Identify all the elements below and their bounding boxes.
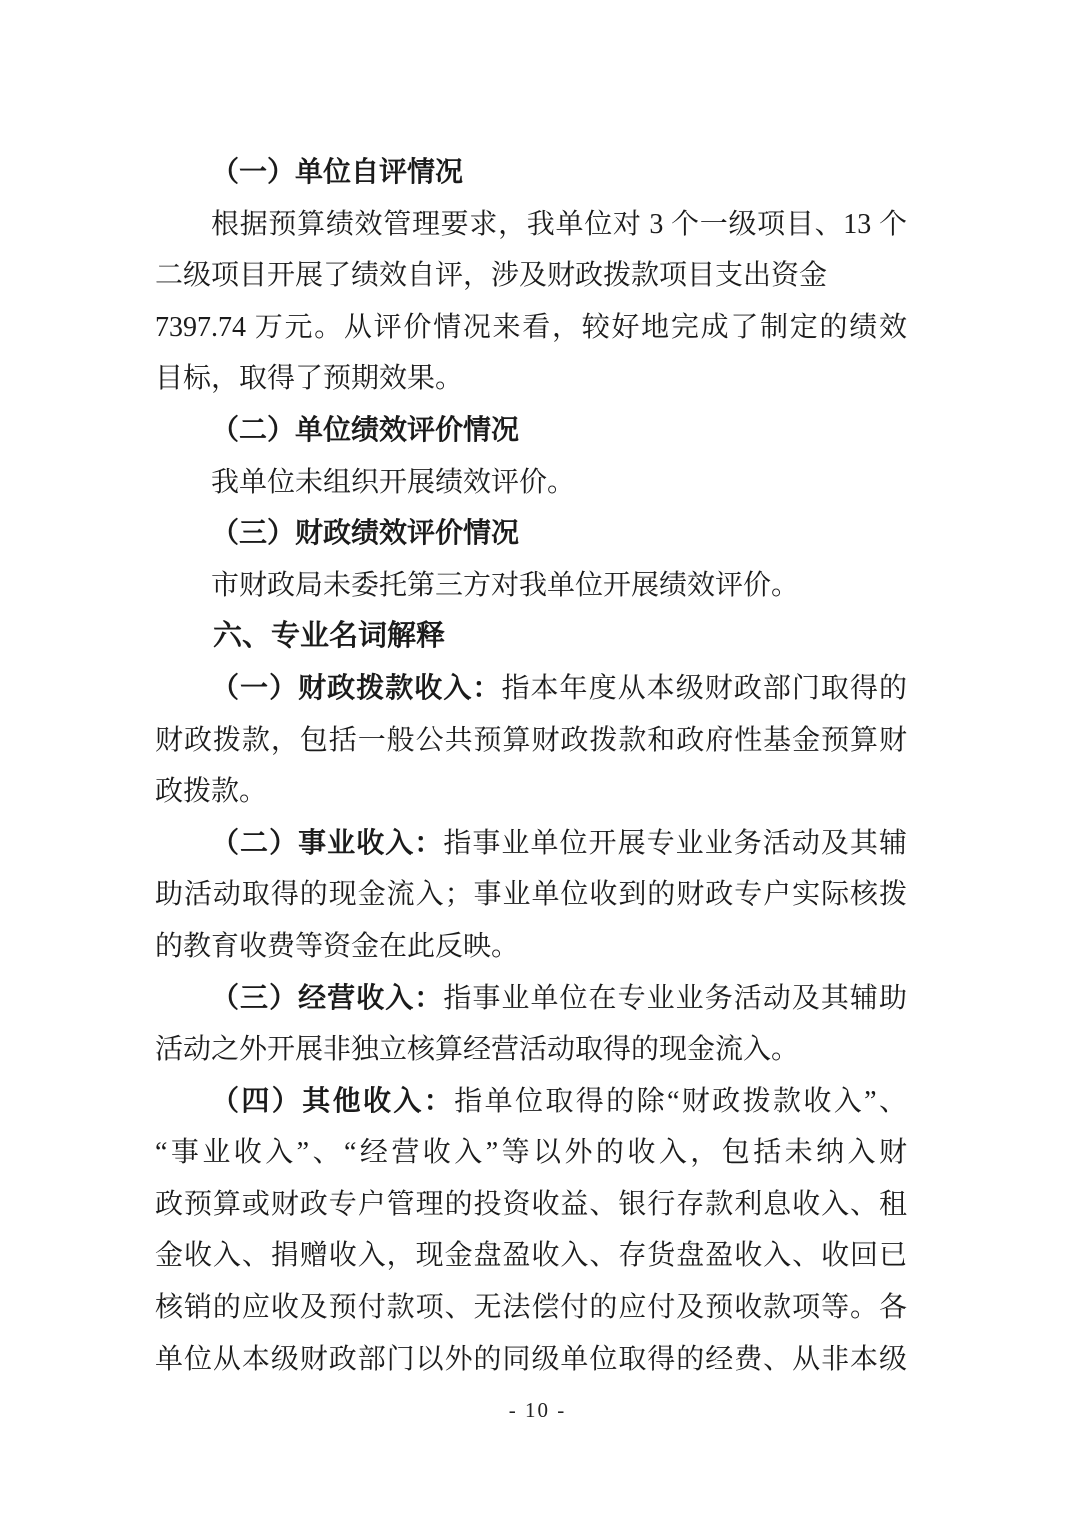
text-line: 活动之外开展非独立核算经营活动取得的现金流入。 (155, 1034, 800, 1066)
line-text: 指本年度从本级财政部门取得的 (501, 672, 907, 704)
term-label: （二）事业收入： (211, 827, 444, 859)
text-line: “事业收入”、“经营收入”等以外的收入，包括未纳入财 (155, 1137, 907, 1169)
text-line: 财政拨款，包括一般公共预算财政拨款和政府性基金预算财 (155, 724, 907, 756)
section-heading: 六、专业名词解释 (213, 620, 446, 653)
document-body (155, 147, 907, 1385)
page-number: - 10 - (508, 1398, 567, 1422)
text-line: 我单位未组织开展绩效评价。 (211, 466, 576, 498)
text-line: 单位从本级财政部门以外的同级单位取得的经费、从非本级 (155, 1343, 907, 1375)
text-line: 政拨款。 (155, 776, 268, 808)
line-text: 指单位取得的除“财政拨款收入”、 (454, 1085, 907, 1117)
text-line: 根据预算绩效管理要求，我单位对 3 个一级项目、13 个 (211, 208, 907, 240)
sub-heading: （二）单位绩效评价情况 (211, 414, 520, 446)
sub-heading: （三）财政绩效评价情况 (211, 518, 520, 550)
line-text: 指事业单位在专业业务活动及其辅助 (443, 982, 907, 1014)
text-line: 助活动取得的现金流入；事业单位收到的财政专户实际核拨 (155, 879, 907, 911)
text-line: 目标，取得了预期效果。 (155, 363, 464, 395)
text-line: 二级项目开展了绩效自评，涉及财政拨款项目支出资金 (155, 260, 828, 292)
text-line (155, 663, 907, 715)
line-text: 指事业单位开展专业业务活动及其辅 (443, 827, 907, 859)
text-line: 核销的应收及预付款项、无法偿付的应付及预收款项等。各 (155, 1292, 907, 1324)
text-line: 金收入、捐赠收入，现金盘盈收入、存货盘盈收入、收回已 (155, 1240, 907, 1272)
text-line: 政预算或财政专户管理的投资收益、银行存款利息收入、租 (155, 1188, 907, 1220)
term-label: （三）经营收入： (211, 982, 444, 1014)
text-line: 7397.74 万元。从评价情况来看，较好地完成了制定的绩效 (155, 311, 907, 343)
text-line (155, 818, 907, 870)
term-label: （一）财政拨款收入： (211, 672, 502, 704)
term-label: （四）其他收入： (211, 1085, 455, 1117)
sub-heading: （一）单位自评情况 (211, 157, 464, 188)
text-line (155, 973, 907, 1025)
text-line: 的教育收费等资金在此反映。 (155, 930, 520, 962)
text-line (155, 1076, 907, 1128)
text-line: 市财政局未委托第三方对我单位开展绩效评价。 (211, 569, 800, 601)
